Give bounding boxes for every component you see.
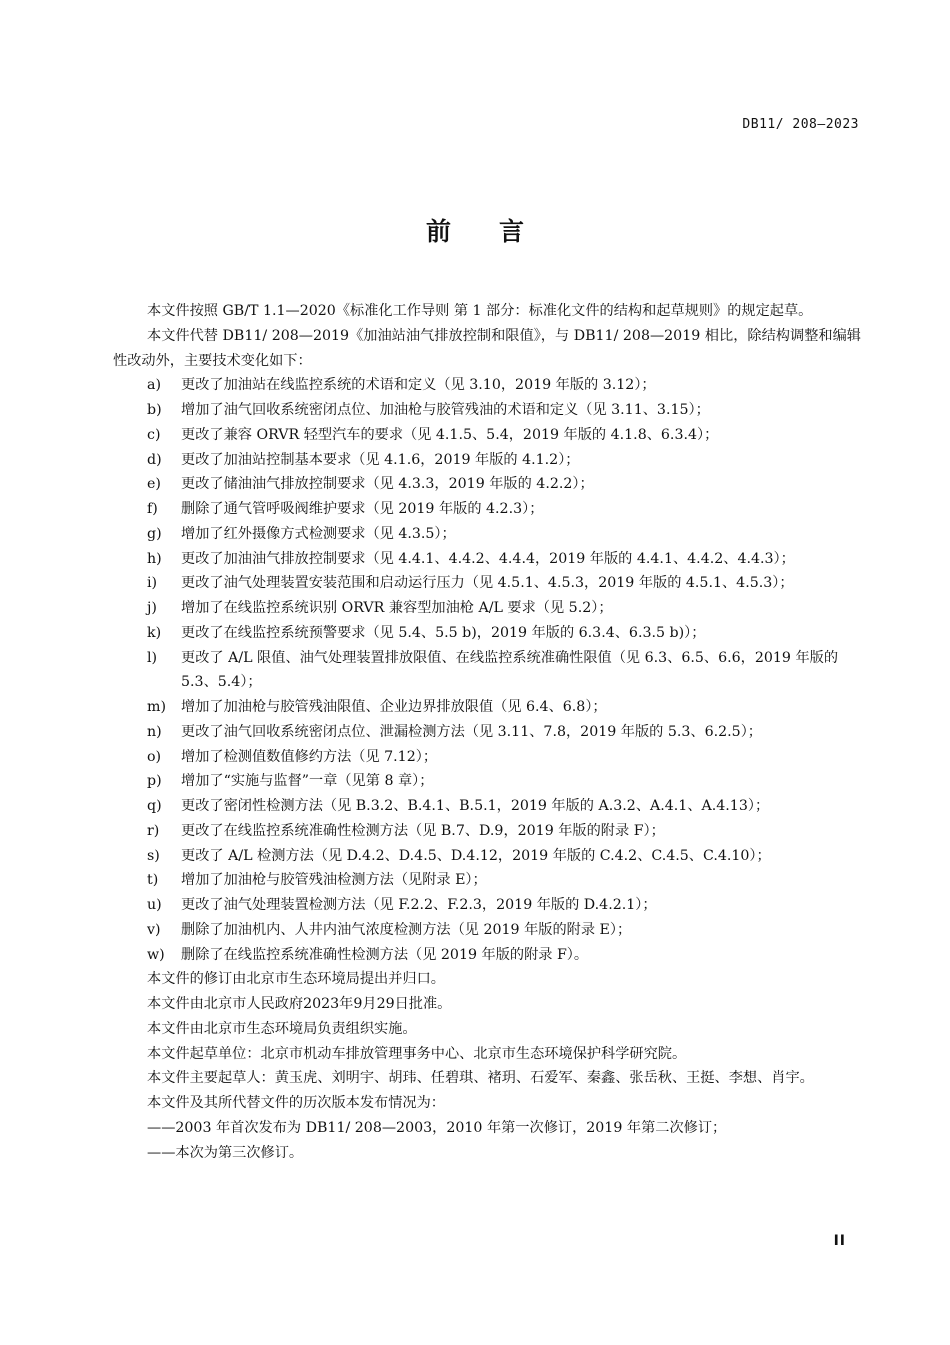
statement-paragraph: 本文件起草单位：北京市机动车排放管理事务中心、北京市生态环境保护科学研究院。	[147, 1045, 687, 1062]
list-item	[113, 695, 861, 720]
document-code: DB11/ 208—2023	[742, 117, 859, 132]
list-item-label: h)	[147, 550, 162, 567]
list-item-label: j)	[147, 600, 157, 616]
statement-paragraph: 本文件主要起草人：黄玉虎、刘明宇、胡玮、任碧琪、褚玥、石爱军、秦鑫、张岳秋、王挺、李想、肖宇。	[147, 1070, 814, 1087]
list-item-text: 增加了“实施与监督”一章（见第 8 章）；	[181, 773, 434, 790]
list-item-label: p)	[147, 773, 162, 790]
list-item	[113, 819, 861, 844]
list-item-text: 删除了通气管呼吸阀维护要求（见 2019 年版的 4.2.3）；	[181, 501, 544, 517]
list-item-label: q)	[147, 798, 162, 814]
list-item	[113, 918, 861, 943]
list-item	[113, 621, 861, 646]
list-item	[113, 794, 861, 819]
list-item-label: b)	[147, 402, 162, 418]
list-item-label: m)	[147, 699, 166, 715]
list-item	[113, 943, 861, 968]
list-item	[113, 844, 861, 869]
list-item-label: a)	[147, 377, 161, 394]
list-item-text: 增加了加油枪与胶管残油限值、企业边界排放限值（见 6.4、6.8）；	[181, 699, 607, 715]
list-item-text: 更改了兼容 ORVR 轻型汽车的要求（见 4.1.5、5.4，2019 年版的 4.1.8、6.3.4）；	[181, 426, 719, 443]
list-item	[113, 571, 861, 596]
list-item-text: 增加了加油枪与胶管残油检测方法（见附录 E）；	[181, 872, 487, 889]
list-item-text: 更改了油气处理装置安装范围和启动运行压力（见 4.5.1、4.5.3，2019 年版的 4.5.1、4.5.3）；	[181, 575, 794, 592]
list-item-label: w)	[147, 946, 165, 963]
list-item-label: l)	[147, 649, 158, 666]
title-char-2: 言	[499, 217, 525, 246]
page-number: II	[833, 1233, 846, 1249]
page-title	[0, 212, 950, 248]
list-item-label: s)	[147, 847, 160, 864]
list-item-text: 更改了在线监控系统准确性检测方法（见 B.7、D.9，2019 年版的附录 F）；	[181, 822, 665, 839]
changes-list	[113, 373, 861, 967]
list-item-text: 删除了在线监控系统准确性检测方法（见 2019 年版的附录 F）。	[181, 946, 589, 963]
list-item-text: 更改了油气处理装置检测方法（见 F.2.2、F.2.3，2019 年版的 D.4.2.1）；	[181, 897, 657, 913]
statement-paragraph: 本文件由北京市人民政府2023年9月29日批准。	[147, 996, 452, 1012]
list-item-text: 增加了检测值数值修约方法（见 7.12）；	[181, 748, 438, 765]
list-item-text: 更改了储油油气排放控制要求（见 4.3.3，2019 年版的 4.2.2）；	[181, 476, 594, 493]
statement-paragraph: 本文件由北京市生态环境局负责组织实施。	[147, 1020, 417, 1037]
list-item	[113, 720, 861, 745]
title-char-1: 前	[425, 217, 451, 246]
list-item-label: g)	[147, 525, 162, 542]
list-item	[113, 448, 861, 473]
list-item	[113, 596, 861, 621]
statement-paragraph: 本文件及其所代替文件的历次版本发布情况为：	[147, 1095, 445, 1111]
list-item-label: k)	[147, 624, 162, 641]
list-item-text: 更改了在线监控系统预警要求（见 5.4、5.5 b)，2019 年版的 6.3.4、6.3.5 b)）；	[181, 624, 706, 641]
list-item	[113, 893, 861, 918]
list-item	[113, 745, 861, 770]
list-item-label: e)	[147, 476, 161, 493]
list-item-label: f)	[147, 501, 158, 517]
list-item-text: 增加了在线监控系统识别 ORVR 兼容型加油枪 A/L 要求（见 5.2）；	[181, 600, 613, 616]
list-item-text: 更改了加油站在线监控系统的术语和定义（见 3.10，2019 年版的 3.12）；	[181, 377, 656, 394]
list-item-label: d)	[147, 451, 162, 468]
list-item	[113, 522, 861, 547]
list-item-label: o)	[147, 748, 162, 765]
list-item	[113, 472, 861, 497]
list-item-text: 更改了 A/L 限值、油气处理装置排放限值、在线监控系统准确性限值（见 6.3、6.5、6.6，2019 年版的 5.3、5.4）；	[181, 649, 839, 691]
history-item: ——本次为第三次修订。	[147, 1144, 304, 1161]
list-item-text: 更改了密闭性检测方法（见 B.3.2、B.4.1、B.5.1，2019 年版的 A.3.2、A.4.1、A.4.13）；	[181, 798, 770, 814]
list-item-text: 删除了加油机内、人井内油气浓度检测方法（见 2019 年版的附录 E）；	[181, 921, 632, 938]
history-item: ——2003 年首次发布为 DB11/ 208—2003，2010 年第一次修订，2019 年第二次修订；	[147, 1119, 727, 1136]
list-item	[113, 769, 861, 794]
list-item-label: u)	[147, 897, 162, 913]
list-item-text: 增加了红外摄像方式检测要求（见 4.3.5）；	[181, 525, 456, 542]
list-item	[113, 423, 861, 448]
list-item	[113, 398, 861, 423]
list-item-text: 更改了加油站控制基本要求（见 4.1.6，2019 年版的 4.1.2）；	[181, 451, 580, 468]
list-item-text: 更改了 A/L 检测方法（见 D.4.2、D.4.5、D.4.12，2019 年版的 C.4.2、C.4.5、C.4.10）；	[181, 847, 771, 864]
foreword-body	[113, 299, 861, 1165]
list-item-text: 更改了油气回收系统密闭点位、泄漏检测方法（见 3.11、7.8，2019 年版的 5.3、6.2.5）；	[181, 723, 762, 740]
statement-paragraph: 本文件的修订由北京市生态环境局提出并归口。	[147, 971, 445, 988]
list-item	[113, 868, 861, 893]
list-item-label: r)	[147, 822, 160, 839]
intro-paragraph: 本文件按照 GB/T 1.1—2020《标准化工作导则 第 1 部分：标准化文件的结构和起草规则》的规定起草。	[147, 303, 813, 319]
list-item	[113, 373, 861, 398]
intro-paragraph: 本文件代替 DB11/ 208—2019《加油站油气排放控制和限值》，与 DB11/ 208—2019 相比，除结构调整和编辑性改动外，主要技术变化如下：	[113, 327, 861, 369]
list-item-label: n)	[147, 723, 162, 740]
list-item-label: i)	[147, 575, 158, 592]
list-item	[113, 497, 861, 522]
list-item-text: 增加了油气回收系统密闭点位、加油枪与胶管残油的术语和定义（见 3.11、3.15）；	[181, 402, 710, 418]
list-item-label: c)	[147, 426, 161, 443]
list-item-label: v)	[147, 921, 161, 938]
list-item	[113, 646, 861, 696]
list-item-label: t)	[147, 872, 159, 889]
list-item	[113, 547, 861, 572]
list-item-text: 更改了加油油气排放控制要求（见 4.4.1、4.4.2、4.4.4，2019 年版的 4.4.1、4.4.2、4.4.3）；	[181, 550, 795, 567]
